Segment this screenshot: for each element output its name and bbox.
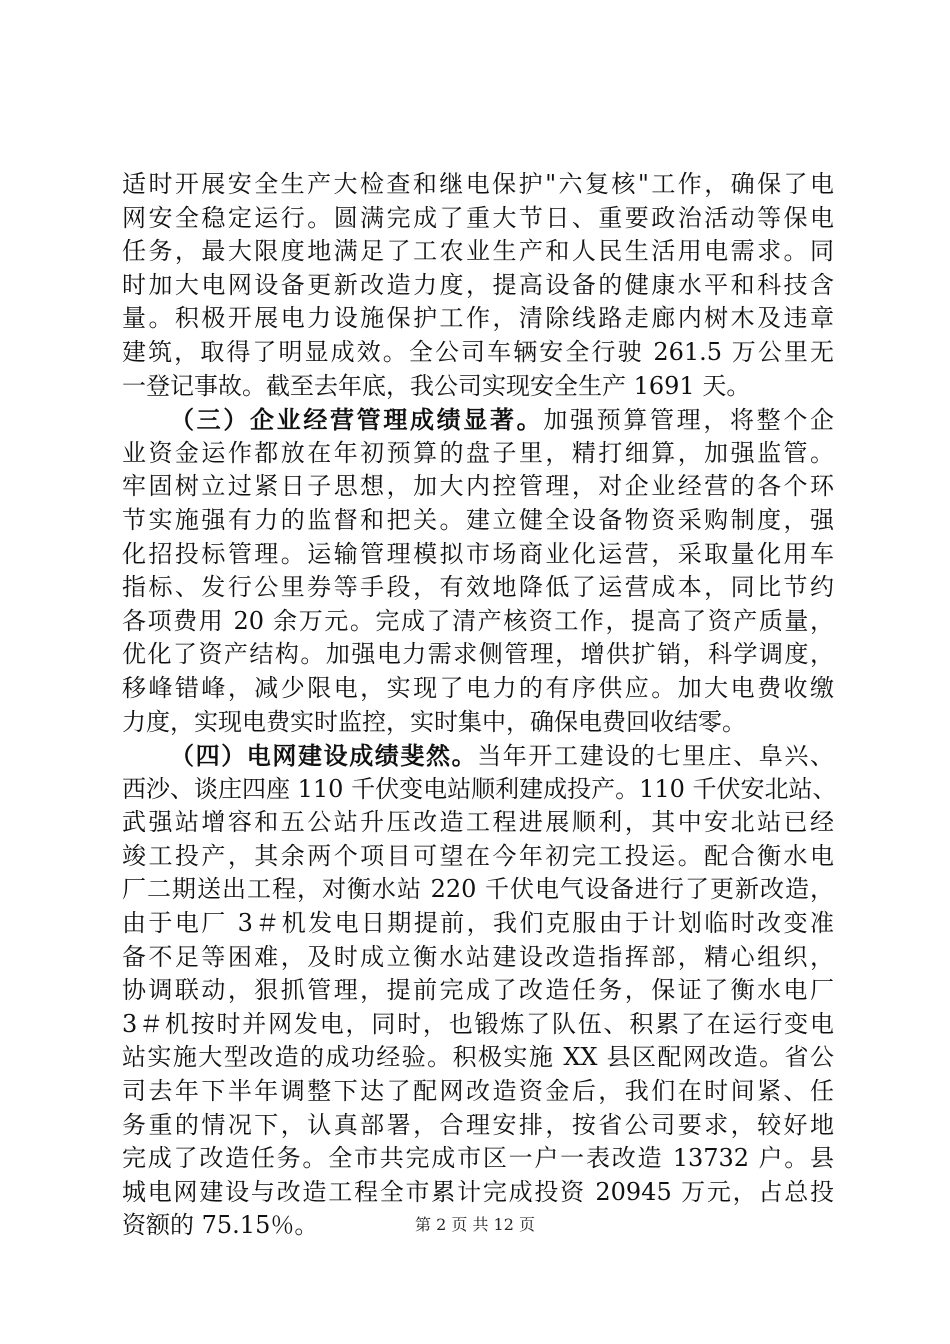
paragraph-line: 3＃机按时并网发电，同时，也锻炼了队伍、积累了在运行变电 (122, 1009, 834, 1038)
paragraph-line: 优化了资产结构。加强电力需求侧管理，增供扩销，科学调度， (122, 640, 834, 669)
paragraph-line: 化招投标管理。运输管理模拟市场商业化运营，采取量化用车 (122, 539, 834, 568)
paragraph-line: 时加大电网设备更新改造力度，提高设备的健康水平和科技含 (122, 270, 834, 299)
paragraph-line: 西沙、谈庄四座 110 千伏变电站顺利建成投产。110 千伏安北站、 (122, 774, 837, 803)
paragraph-line: 资额的 75.15％。 (122, 1211, 319, 1240)
paragraph-line: 任务，最大限度地满足了工农业生产和人民生活用电需求。同 (122, 237, 834, 266)
paragraph-line: 城电网建设与改造工程全市累计完成投资 20945 万元，占总投 (122, 1177, 834, 1206)
paragraph-line: 各项费用 20 余万元。完成了清产核资工作，提高了资产质量， (122, 606, 834, 635)
section-3-first-line (122, 403, 834, 437)
paragraph-line: 备不足等困难，及时成立衡水站建设改造指挥部，精心组织， (122, 942, 834, 971)
document-body (122, 168, 837, 1243)
paragraph-line: 网安全稳定运行。圆满完成了重大节日、重要政治活动等保电 (122, 203, 834, 232)
section-3-heading: （三）企业经营管理成绩显著。 (170, 405, 544, 435)
paragraph-line: 一登记事故。截至去年底，我公司实现安全生产 1691 天。 (122, 371, 751, 400)
section-4-first-line (122, 739, 834, 773)
paragraph-line: 力度，实现电费实时监控，实时集中，确保电费回收结零。 (122, 707, 746, 736)
paragraph-line: 建筑，取得了明显成效。全公司车辆安全行驶 261.5 万公里无 (122, 337, 834, 366)
paragraph-line: 竣工投产，其余两个项目可望在今年初完工投运。配合衡水电 (122, 841, 834, 870)
paragraph-line: 适时开展安全生产大检查和继电保护"六复核"工作，确保了电 (122, 170, 834, 198)
paragraph-line: 武强站增容和五公站升压改造工程进展顺利，其中安北站已经 (122, 808, 834, 837)
paragraph-line: 移峰错峰，减少限电，实现了电力的有序供应。加大电费收缴 (122, 673, 834, 702)
paragraph-line: 完成了改造任务。全市共完成市区一户一表改造 13732 户。县 (122, 1144, 834, 1173)
section-4-first-line-text: 当年开工建设的七里庄、阜兴、 (477, 742, 835, 771)
paragraph-line: 司去年下半年调整下达了配网改造资金后，我们在时间紧、任 (122, 1077, 834, 1106)
paragraph-line: 由于电厂 3＃机发电日期提前，我们克服由于计划临时改变准 (122, 909, 834, 938)
section-4-heading: （四）电网建设成绩斐然。 (170, 741, 478, 771)
section-3-first-line-text: 加强预算管理，将整个企 (543, 406, 835, 435)
paragraph-line: 牢固树立过紧日子思想，加大内控管理，对企业经营的各个环 (122, 472, 834, 501)
paragraph-line: 务重的情况下，认真部署，合理安排，按省公司要求，较好地 (122, 1110, 834, 1139)
paragraph-line: 业资金运作都放在年初预算的盘子里，精打细算，加强监管。 (122, 438, 834, 467)
paragraph-line: 量。积极开展电力设施保护工作，清除线路走廊内树木及违章 (122, 304, 834, 333)
paragraph-line: 站实施大型改造的成功经验。积极实施 XX 县区配网改造。省公 (122, 1043, 834, 1072)
paragraph-line: 厂二期送出工程，对衡水站 220 千伏电气设备进行了更新改造， (122, 875, 834, 904)
paragraph-line: 节实施强有力的监督和把关。建立健全设备物资采购制度，强 (122, 505, 834, 534)
paragraph-line: 协调联动，狠抓管理，提前完成了改造任务，保证了衡水电厂 (122, 976, 834, 1005)
paragraph-line: 指标、发行公里券等手段，有效地降低了运营成本，同比节约 (122, 573, 834, 602)
page-number-footer: 第 2 页 共 12 页 (415, 1215, 535, 1234)
